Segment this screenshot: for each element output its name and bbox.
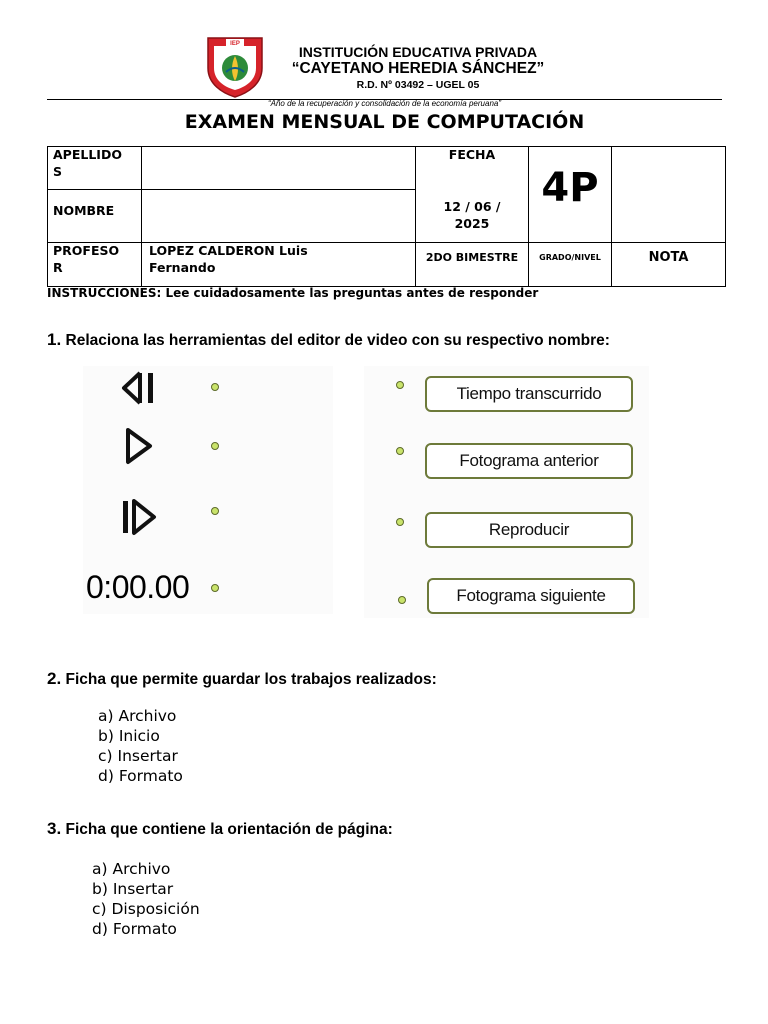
nota-label: NOTA <box>648 250 689 265</box>
year-motto: “Año de la recuperación y consolidación de la economía peruana” <box>267 99 502 108</box>
option-item[interactable]: d) Formato <box>92 920 177 938</box>
school-brand: “CAYETANO HEREDIA SÁNCHEZ” <box>291 60 545 77</box>
option-reproducir: Reproducir <box>425 512 633 548</box>
exam-title: EXAMEN MENSUAL DE COMPUTACIÓN <box>184 111 585 133</box>
question-number: 3. <box>47 819 62 838</box>
fecha-value: 12 / 06 / 2025 <box>443 199 501 231</box>
grade-value: 4P <box>541 165 599 211</box>
option-item[interactable]: a) Archivo <box>92 860 171 878</box>
bimestre-label: 2DO BIMESTRE <box>425 251 519 264</box>
question-number: 1. <box>47 330 62 349</box>
svg-text:IEP: IEP <box>230 41 240 47</box>
question-1 <box>47 330 610 351</box>
option-item[interactable]: b) Inicio <box>98 727 160 745</box>
school-resolution: R.D. Nº 03492 – UGEL 05 <box>356 79 480 91</box>
option-tiempo-transcurrido: Tiempo transcurrido <box>425 376 633 412</box>
question-2 <box>47 669 437 690</box>
option-fotograma-siguiente: Fotograma siguiente <box>427 578 635 614</box>
option-item[interactable]: d) Formato <box>98 767 183 785</box>
next-frame-icon <box>118 497 160 537</box>
match-dot[interactable] <box>398 596 406 604</box>
option-item[interactable]: b) Insertar <box>92 880 174 898</box>
question-3-options <box>92 859 200 939</box>
school-header <box>268 44 568 92</box>
apellidos-field[interactable] <box>142 147 414 188</box>
apellidos-label: APELLIDO S <box>53 147 122 179</box>
option-item[interactable]: c) Insertar <box>98 747 178 765</box>
match-dot[interactable] <box>211 507 219 515</box>
profesor-value: LOPEZ CALDERON Luis Fernando <box>149 243 308 275</box>
instructions: INSTRUCCIONES: Lee cuidadosamente las preguntas antes de responder <box>47 286 539 300</box>
question-text: Ficha que contiene la orientación de página: <box>65 821 393 838</box>
elapsed-time-display: 0:00.00 <box>86 569 190 605</box>
option-fotograma-anterior: Fotograma anterior <box>425 443 633 479</box>
school-logo <box>204 34 266 98</box>
match-dot[interactable] <box>396 381 404 389</box>
nombre-label: NOMBRE <box>53 203 115 218</box>
match-dot[interactable] <box>211 584 219 592</box>
nombre-field[interactable] <box>142 190 414 241</box>
play-icon <box>122 426 156 466</box>
question-text: Relaciona las herramientas del editor de video con su respectivo nombre: <box>65 332 610 349</box>
school-name: INSTITUCIÓN EDUCATIVA PRIVADA <box>298 44 538 60</box>
profesor-label: PROFESO R <box>53 243 120 275</box>
previous-frame-icon <box>118 369 160 407</box>
match-dot[interactable] <box>396 447 404 455</box>
question-text: Ficha que permite guardar los trabajos realizados: <box>65 671 437 688</box>
grado-nivel-label: GRADO/NIVEL <box>539 253 601 262</box>
nota-field[interactable] <box>612 147 725 242</box>
match-dot[interactable] <box>396 518 404 526</box>
option-item[interactable]: c) Disposición <box>92 900 200 918</box>
question-number: 2. <box>47 669 62 688</box>
question-2-options <box>98 706 183 786</box>
fecha-label: FECHA <box>448 147 496 162</box>
question-3 <box>47 819 393 840</box>
option-item[interactable]: a) Archivo <box>98 707 177 725</box>
match-dot[interactable] <box>211 383 219 391</box>
match-dot[interactable] <box>211 442 219 450</box>
